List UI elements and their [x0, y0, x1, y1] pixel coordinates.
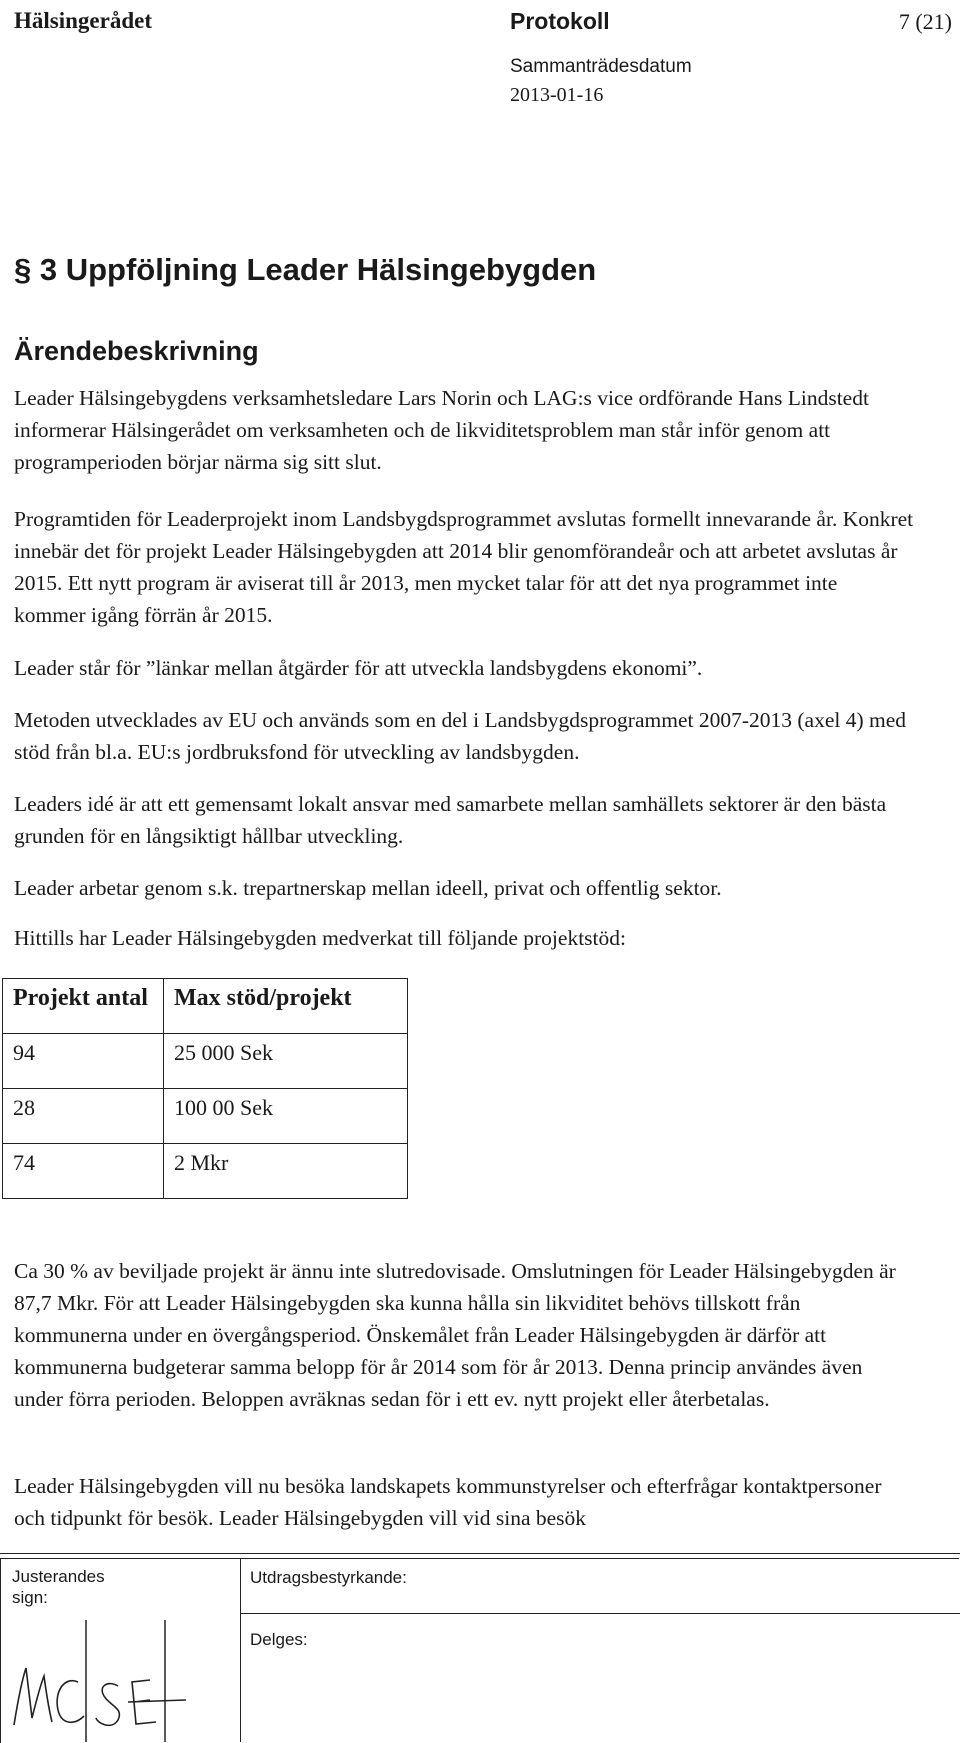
paragraph-method: Metoden utvecklades av EU och används som en del i Landsbygdsprogrammet 2007-2013 (axel 4) med stöd från bl.a. EU:s jordbruksfond för utveckling av landsbygden.: [14, 708, 907, 764]
footer-divider: [0, 1553, 960, 1554]
paragraph-intro: Leader Hälsingebygdens verksamhetsledare Lars Norin och LAG:s vice ordförande Hans Lindstedt informerar Hälsingerådet om verksamheten och de likviditetsproblem man står inför genom att programperioden börjar närma sig sitt slut.: [14, 386, 869, 474]
meeting-date: 2013-01-16: [510, 84, 604, 106]
table-cell: 2 Mkr: [164, 1144, 408, 1199]
table-row: [3, 1144, 408, 1199]
table-cell: 28: [3, 1089, 164, 1144]
section-subtitle: Ärendebeskrivning: [14, 336, 259, 366]
paragraph-leader-mission: Leader står för ”länkar mellan åtgärder för att utveckla landsbygdens ekonomi”.: [14, 656, 703, 680]
footer-row-divider: [240, 1613, 960, 1614]
paragraph-partnership: Leader arbetar genom s.k. trepartnerskap mellan ideell, privat och offentlig sektor.: [14, 876, 722, 900]
utdragsbestyrkande-label: Utdragsbestyrkande:: [250, 1568, 407, 1587]
section-title: § 3 Uppföljning Leader Hälsingebygden: [14, 252, 597, 287]
justerandes-sign-label: Justerandes sign:: [12, 1567, 105, 1607]
document-type: Protokoll: [510, 8, 610, 34]
footer-column-divider: [240, 1558, 241, 1742]
table-cell: 25 000 Sek: [164, 1034, 408, 1089]
table-cell: 74: [3, 1144, 164, 1199]
table-cell: 94: [3, 1034, 164, 1089]
page-number: 7 (21): [898, 9, 952, 34]
table-row: [3, 1034, 408, 1089]
column-header-max-support: Max stöd/projekt: [164, 979, 408, 1034]
column-header-project-count: Projekt antal: [3, 979, 164, 1034]
paragraph-program-period: Programtiden för Leaderprojekt inom Landsbygdsprogrammet avslutas formellt innevarande år. Konkret innebär det för projekt Leader Hälsingebygden att 2014 blir genomförandeår och att arbetet avslutas år 2015. Ett nytt program är aviserat till år 2013, men mycket talar för att det nya programmet inte kommer igång förrän år 2015.: [14, 507, 914, 627]
delges-label: Delges:: [250, 1630, 308, 1649]
organization-name: Hälsingerådet: [14, 8, 152, 33]
paragraph-visits: Leader Hälsingebygden vill nu besöka landskapets kommunstyrelser och efterfrågar kontaktpersoner och tidpunkt för besök. Leader Hälsingebygden vill vid sina besök: [14, 1474, 882, 1530]
paragraph-idea: Leaders idé är att ett gemensamt lokalt ansvar med samarbete mellan samhällets sektorer är den bästa grunden för en långsiktigt hållbar utveckling.: [14, 792, 887, 848]
paragraph-liquidity: Ca 30 % av beviljade projekt är ännu inte slutredovisade. Omslutningen för Leader Hälsingebygden är 87,7 Mkr. För att Leader Hälsingebygden ska kunna hålla sin likviditet behövs tillskott från kommunerna under en övergångsperiod. Önskemålet från Leader Hälsingebygden är därför att kommunerna budgeterar samma belopp för år 2014 som för år 2013. Denna princip användes även under förra perioden. Beloppen avräknas sedan för i ett ev. nytt projekt eller återbetalas.: [14, 1259, 896, 1411]
table-row: [3, 1089, 408, 1144]
table-cell: 100 00 Sek: [164, 1089, 408, 1144]
table-header-row: [3, 979, 408, 1034]
project-support-table: [2, 978, 408, 1199]
meeting-date-label: Sammanträdesdatum: [510, 56, 692, 77]
paragraph-table-intro: Hittills har Leader Hälsingebygden medverkat till följande projektstöd:: [14, 926, 626, 950]
signature-initials-icon: [0, 1620, 240, 1742]
